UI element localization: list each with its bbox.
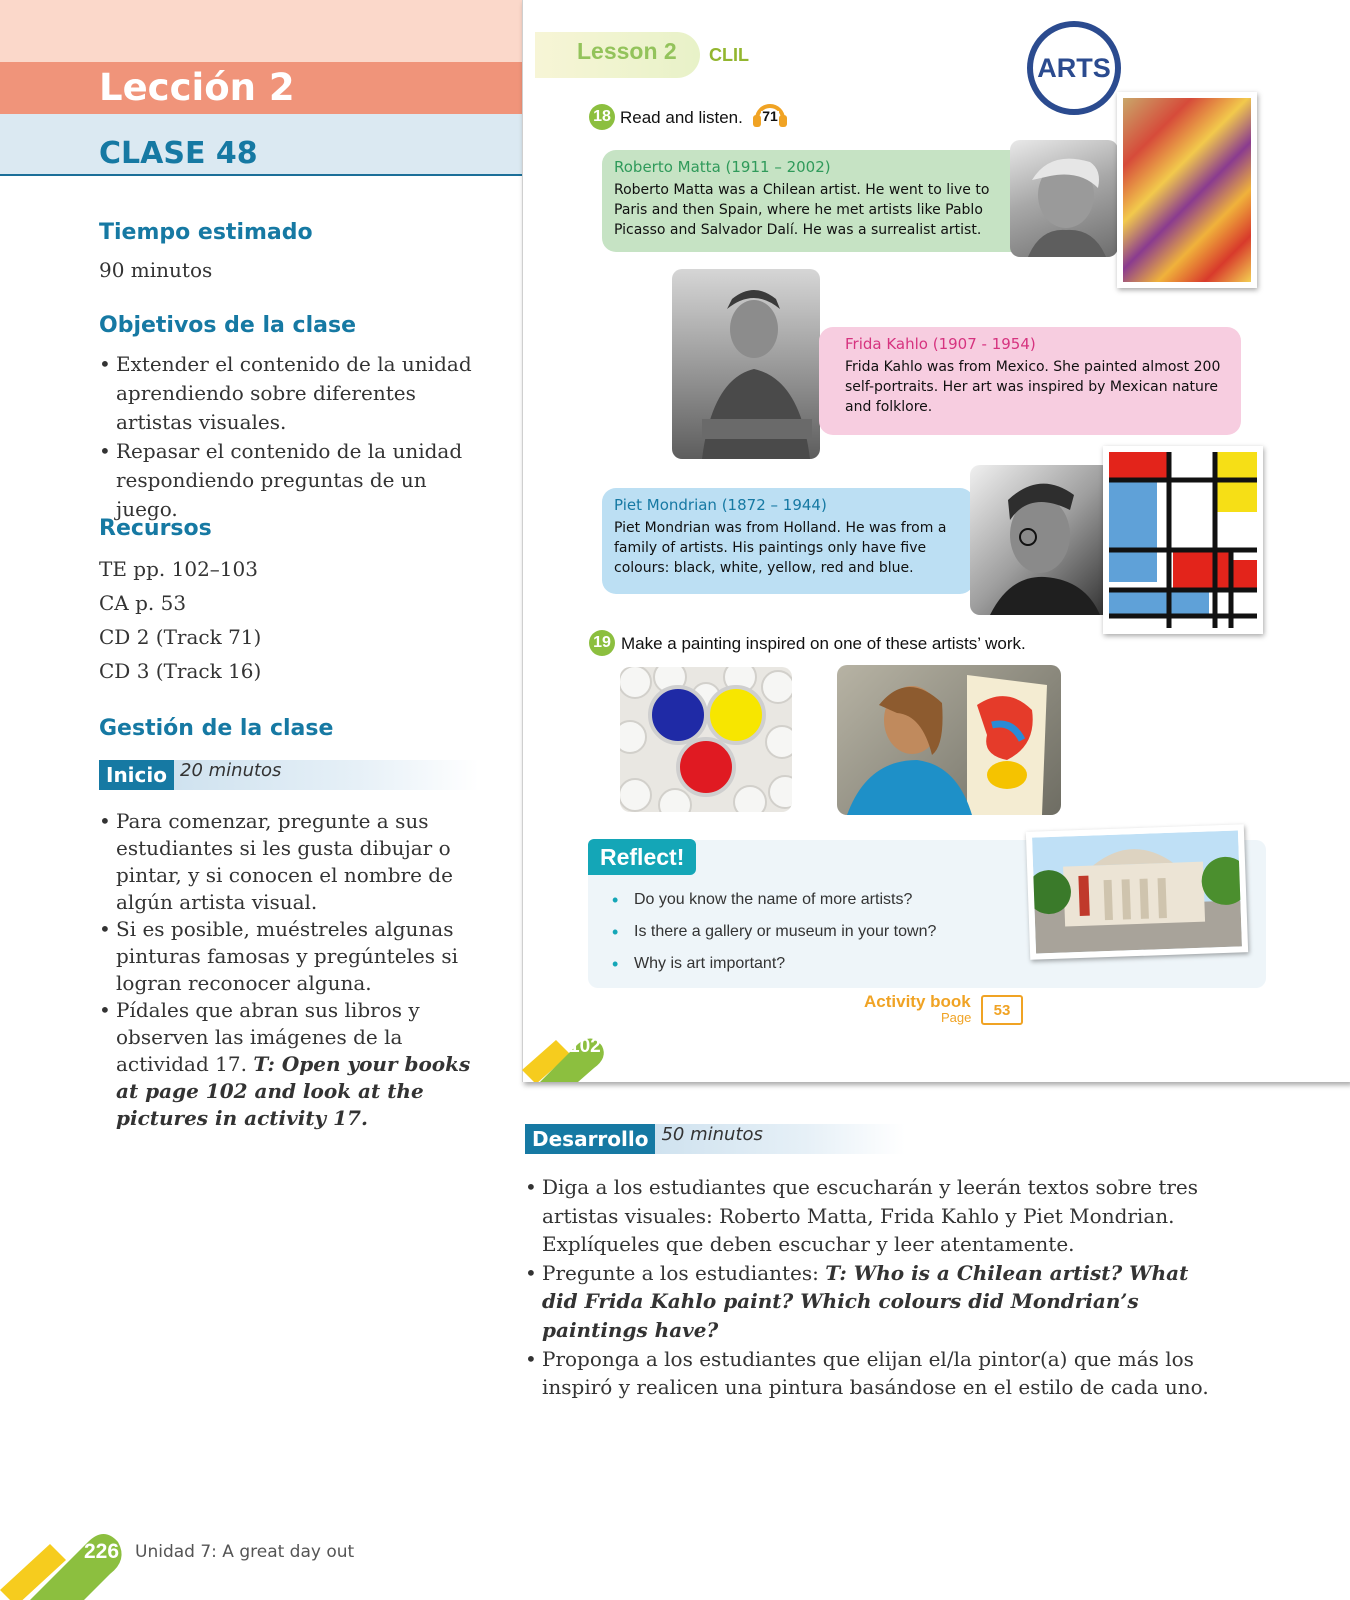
reflect-question: • Do you know the name of more artists? [590, 884, 1010, 916]
inicio-label: Inicio [99, 760, 174, 790]
recursos-heading: Recursos [99, 516, 212, 541]
clase-band [0, 114, 522, 176]
desarrollo-teacher-prompt: T: Who is a Chilean artist? What did Frida Kahlo paint? Which colours did Mondrian’s paintings have? [542, 1260, 1189, 1342]
desarrollo-item [525, 1259, 1225, 1345]
leccion-title: Lección 2 [99, 66, 295, 109]
objetivo-item: • Extender el contenido de la unidad aprendiendo sobre diferentes artistas visuales. [99, 350, 479, 437]
desarrollo-bar [525, 1124, 905, 1154]
inicio-teacher-prompt: T: Open your books at page 102 and look at the pictures in activity 17. [116, 1052, 471, 1130]
desarrollo-label: Desarrollo [525, 1124, 655, 1154]
exercise-19-instruction: Make a painting inspired on one of these artists’ work. [621, 634, 1026, 653]
clase-title: CLASE 48 [99, 136, 258, 171]
arts-badge-text: ARTS [1037, 52, 1111, 83]
tiempo-heading: Tiempo estimado [99, 220, 313, 245]
recurso-item: CD 2 (Track 71) [99, 625, 262, 649]
reflect-title: Reflect! [600, 843, 685, 870]
reflect-question: • Why is art important? [590, 948, 1010, 980]
footer-page-number: 226 [84, 1540, 120, 1563]
inicio-list [99, 808, 491, 1132]
book-page-number: 102 [569, 1036, 601, 1057]
mondrian-portrait-photo [970, 465, 1112, 615]
activity-book-label: Activity book [864, 992, 971, 1011]
header-band-top [0, 0, 522, 62]
reflect-question: • Is there a gallery or museum in your town? [590, 916, 1010, 948]
recurso-item: CA p. 53 [99, 591, 187, 615]
gestion-heading: Gestión de la clase [99, 716, 334, 741]
inicio-item-text: Pídales que abran sus libros y observen las imágenes de la actividad 17. [116, 998, 420, 1076]
desarrollo-item: • Diga a los estudiantes que escucharán y leerán textos sobre tres artistas visuales: Roberto Matta, Frida Kahlo y Piet Mondrian. Explíqueles que deben escuchar y leer atentamente. [525, 1173, 1225, 1259]
kahlo-bubble [819, 327, 1241, 435]
mondrian-title: Piet Mondrian (1872 – 1944) [614, 496, 827, 514]
objetivos-list [99, 350, 479, 524]
matta-portrait-photo [1010, 140, 1118, 257]
objetivo-item: • Repasar el contenido de la unidad respondiendo preguntas de un juego. [99, 437, 479, 524]
inicio-duration: 20 minutos [174, 760, 479, 790]
museum-photo [1026, 824, 1248, 960]
inicio-item: • Para comenzar, pregunte a sus estudiantes si les gusta dibujar o pintar, y si conocen el nombre de algún artista visual. [99, 808, 491, 916]
exercise-18-number: 18 [589, 104, 615, 130]
mondrian-text: Piet Mondrian was from Holland. He was from a family of artists. His paintings only have five colours: black, white, yellow, red and blue. [614, 520, 947, 576]
inicio-item [99, 997, 491, 1132]
arts-badge [1027, 21, 1121, 115]
inicio-bar [99, 760, 479, 790]
inicio-item: • Si es posible, muéstreles algunas pinturas famosas y pregúnteles si logran reconocer alguna. [99, 916, 491, 997]
exercise-18-instruction: Read and listen. [620, 108, 743, 127]
kahlo-title: Frida Kahlo (1907 - 1954) [845, 335, 1036, 353]
desarrollo-duration: 50 minutos [655, 1124, 905, 1154]
matta-title: Roberto Matta (1911 – 2002) [614, 158, 831, 176]
girl-painting-photo [837, 665, 1061, 815]
matta-text: Roberto Matta was a Chilean artist. He went to live to Paris and then Spain, where he met artists like Pablo Picasso and Salvador Dalí. He was a surrealist artist. [614, 182, 990, 238]
clil-label: CLIL [709, 45, 749, 65]
footer-unit-title: Unidad 7: A great day out [135, 1542, 355, 1562]
desarrollo-list [525, 1173, 1225, 1402]
reflect-tab [588, 839, 696, 875]
objetivos-heading: Objetivos de la clase [99, 313, 356, 338]
exercise-19-number: 19 [589, 630, 615, 656]
paint-pots-photo [620, 667, 792, 812]
recursos-list [99, 552, 261, 688]
recurso-item: CD 3 (Track 16) [99, 659, 262, 683]
tiempo-value: 90 minutos [99, 258, 213, 282]
lesson-label: Lesson 2 [577, 38, 677, 64]
activity-book-page-label: Page [941, 1010, 972, 1025]
reflect-questions [590, 884, 1010, 980]
activity-book-page-number: 53 [981, 995, 1023, 1025]
desarrollo-item-text: Pregunte a los estudiantes: [542, 1260, 826, 1285]
audio-track-number: 71 [762, 108, 778, 124]
matta-bubble [602, 150, 1027, 252]
recurso-item: TE pp. 102–103 [99, 557, 258, 581]
matta-painting [1117, 92, 1257, 288]
kahlo-text: Frida Kahlo was from Mexico. She painted almost 200 self-portraits. Her art was inspired by Mexican nature and folklore. [845, 359, 1221, 415]
desarrollo-item: • Proponga a los estudiantes que elijan el/la pintor(a) que más los inspiró y realicen una pintura basándose en el estilo de cada uno. [525, 1345, 1225, 1402]
mondrian-painting [1103, 446, 1263, 634]
kahlo-portrait-photo [672, 269, 820, 459]
audio-track-icon[interactable] [750, 99, 790, 129]
mondrian-bubble [602, 488, 974, 594]
